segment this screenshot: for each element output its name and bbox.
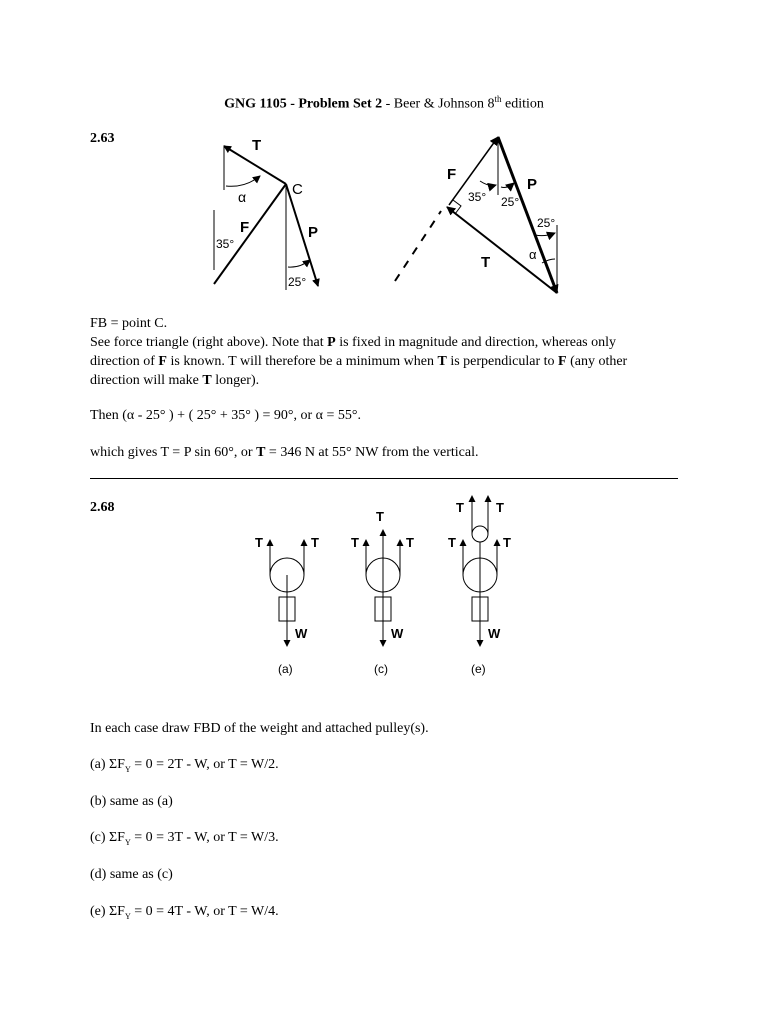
text-intro-268: In each case draw FBD of the weight and attached pulley(s).: [90, 721, 429, 736]
svg-text:T: T: [255, 535, 263, 550]
divider: [90, 478, 678, 479]
label-alpha: α: [238, 189, 247, 205]
svg-text:W: W: [391, 626, 404, 641]
label-25a: 25°: [501, 195, 520, 209]
label-C: C: [292, 181, 303, 198]
label-T: T: [481, 254, 491, 271]
label-alpha: α: [529, 247, 537, 262]
svg-text:(e): (e): [471, 662, 486, 676]
text-eq-b: (b) same as (a): [90, 794, 173, 809]
label-25: 25°: [288, 275, 307, 289]
text-line-3: direction of F is known. T will therefore be a minimum when T is perpendicular to F (any other: [90, 354, 628, 369]
svg-text:W: W: [488, 626, 501, 641]
label-T: T: [252, 137, 262, 154]
svg-text:(c): (c): [374, 662, 388, 676]
svg-text:T: T: [351, 535, 359, 550]
svg-text:T: T: [311, 535, 319, 550]
text-line-5: Then (α - 25° ) + ( 25° + 35° ) = 90°, or α = 55°.: [90, 408, 361, 423]
vector-F: [214, 184, 286, 284]
svg-text:T: T: [496, 500, 504, 515]
text-eq-c: (c) $\Sigma F_Y = 0 = 3T - W$, or T = W/3.: [90, 830, 279, 847]
text-line-1: FB = point C.: [90, 316, 168, 331]
label-F: F: [240, 219, 250, 236]
svg-text:(a): (a): [278, 662, 293, 676]
label-P: P: [527, 176, 538, 193]
svg-text:T: T: [456, 500, 464, 515]
text-line-6: which gives T = P sin 60°, or T = 346 N at 55° NW from the vertical.: [90, 445, 479, 460]
pulley-c: [351, 509, 414, 676]
svg-text:T: T: [376, 509, 384, 524]
svg-text:W: W: [295, 626, 308, 641]
svg-text:T: T: [448, 535, 456, 550]
text-line-4: direction will make T longer).: [90, 373, 260, 388]
svg-text:T: T: [503, 535, 511, 550]
figure-268-pulleys: [240, 490, 540, 680]
problem-number-268: 2.68: [90, 500, 115, 515]
text-eq-d: (d) same as (c): [90, 867, 173, 882]
text-eq-a: (a) $\Sigma F_Y = 0 = 2T - W$, or T = W/2.: [90, 757, 279, 774]
label-35: 35°: [468, 190, 487, 204]
text-eq-e: (e) $\Sigma F_Y = 0 = 4T - W$, or T = W/4.: [90, 904, 279, 921]
page-title: GNG 1105 - Problem Set 2 - Beer & Johnson 8th edition: [224, 94, 544, 112]
text-line-2: See force triangle (right above). Note that P is fixed in magnitude and direction, whereas only: [90, 335, 617, 350]
pulley-e: [448, 496, 511, 676]
figure-263-vectors: [200, 130, 340, 300]
label-35: 35°: [216, 237, 235, 251]
label-F: F: [447, 166, 457, 183]
label-25b: 25°: [537, 216, 556, 230]
pulley-a: [255, 535, 319, 676]
label-P: P: [308, 224, 319, 241]
figure-263-triangle: [385, 125, 575, 300]
svg-text:T: T: [406, 535, 414, 550]
problem-number-263: 2.63: [90, 131, 115, 146]
